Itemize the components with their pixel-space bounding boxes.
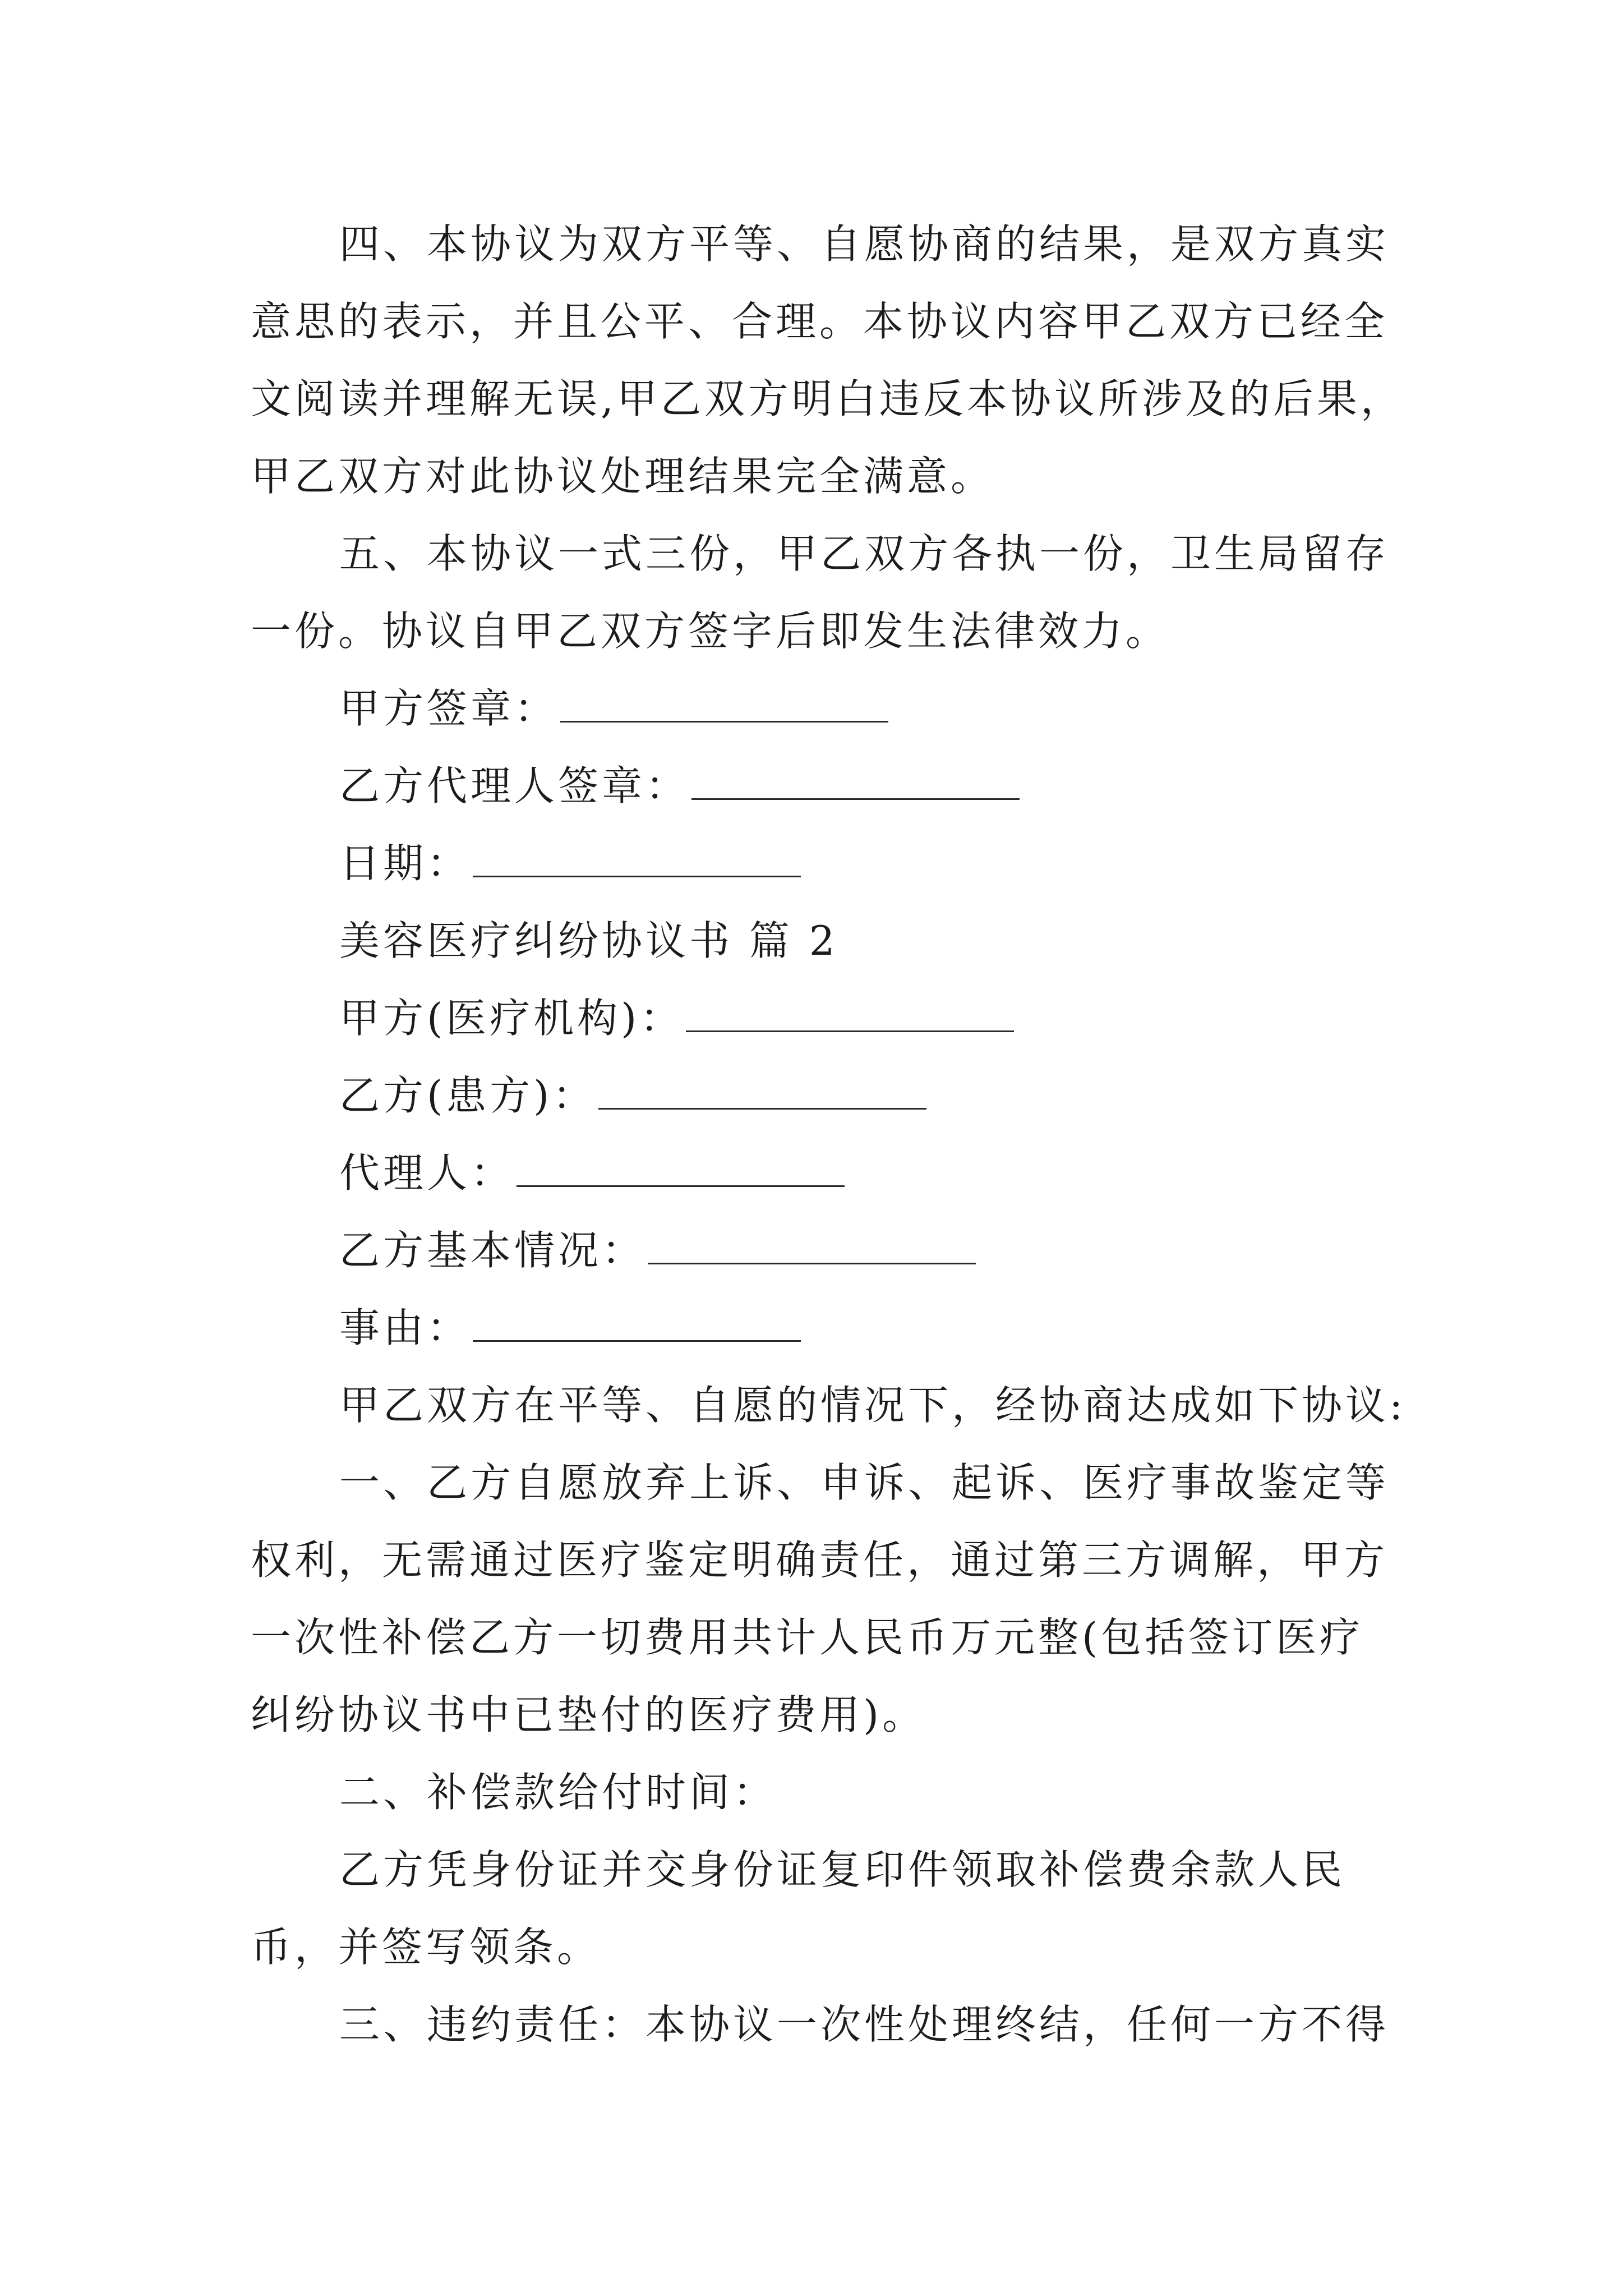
date-label: 日期： (339, 840, 471, 887)
party-b-patient-blank (598, 1085, 926, 1110)
agent-label: 代理人： (339, 1149, 515, 1197)
reason-label: 事由： (339, 1304, 471, 1351)
party-a-medical-institution-blank (686, 1008, 1014, 1032)
party-a-medical-institution-label: 甲方(医疗机构)： (339, 995, 684, 1042)
party-b-basic-info-row (339, 1212, 976, 1289)
party-a-medical-institution-row (339, 979, 1014, 1057)
reason-blank (473, 1318, 801, 1342)
clause-4-line-3: 文阅读并理解无误,甲乙双方明白违反本协议所涉及的后果， (251, 375, 1404, 422)
date-blank (473, 853, 801, 877)
party-a-signature-blank (560, 698, 888, 723)
clause-1-line-1: 一、乙方自愿放弃上诉、申诉、起诉、医疗事故鉴定等 (339, 1459, 1390, 1506)
section-heading: 美容医疗纠纷协议书 篇 2 (339, 917, 838, 964)
clause-1-line-2: 权利，无需通过医疗鉴定明确责任，通过第三方调解，甲方 (251, 1536, 1389, 1584)
clause-2-heading: 二、补偿款给付时间： (339, 1769, 777, 1816)
agent-row (339, 1134, 845, 1212)
clause-1-line-3: 一次性补偿乙方一切费用共计人民币万元整(包括签订医疗 (251, 1614, 1364, 1661)
party-b-basic-info-label: 乙方基本情况： (339, 1227, 646, 1274)
agreement-intro: 甲乙双方在平等、自愿的情况下，经协商达成如下协议: (339, 1382, 1407, 1429)
clause-3-line-1: 三、违约责任：本协议一次性处理终结，任何一方不得 (339, 2001, 1390, 2048)
clause-4-line-4: 甲乙双方对此协议处理结果完全满意。 (251, 453, 995, 500)
clause-4-line-2: 意思的表示，并且公平、合理。本协议内容甲乙双方已经全 (251, 298, 1389, 345)
clause-5-line-1: 五、本协议一式三份，甲乙双方各执一份，卫生局留存 (339, 530, 1390, 577)
clause-1-line-4: 纠纷协议书中已垫付的医疗费用)。 (251, 1691, 926, 1738)
party-b-basic-info-blank (648, 1240, 976, 1264)
party-b-agent-signature-blank (691, 776, 1020, 800)
party-b-patient-row (339, 1057, 926, 1134)
clause-2-line-2: 币，并签写领条。 (251, 1924, 601, 1971)
party-b-agent-signature-row (339, 747, 1020, 825)
agent-blank (517, 1163, 845, 1187)
reason-row (339, 1289, 801, 1366)
clause-5-line-2: 一份。协议自甲乙双方签字后即发生法律效力。 (251, 608, 1170, 655)
party-b-agent-signature-label: 乙方代理人签章： (339, 762, 690, 809)
party-a-signature-row (339, 670, 888, 747)
clause-4-line-1: 四、本协议为双方平等、自愿协商的结果，是双方真实 (339, 220, 1390, 268)
date-row (339, 825, 801, 902)
party-a-signature-label: 甲方签章： (339, 685, 559, 732)
party-b-patient-label: 乙方(患方)： (339, 1072, 597, 1119)
clause-2-line-1: 乙方凭身份证并交身份证复印件领取补偿费余款人民 (339, 1846, 1346, 1893)
